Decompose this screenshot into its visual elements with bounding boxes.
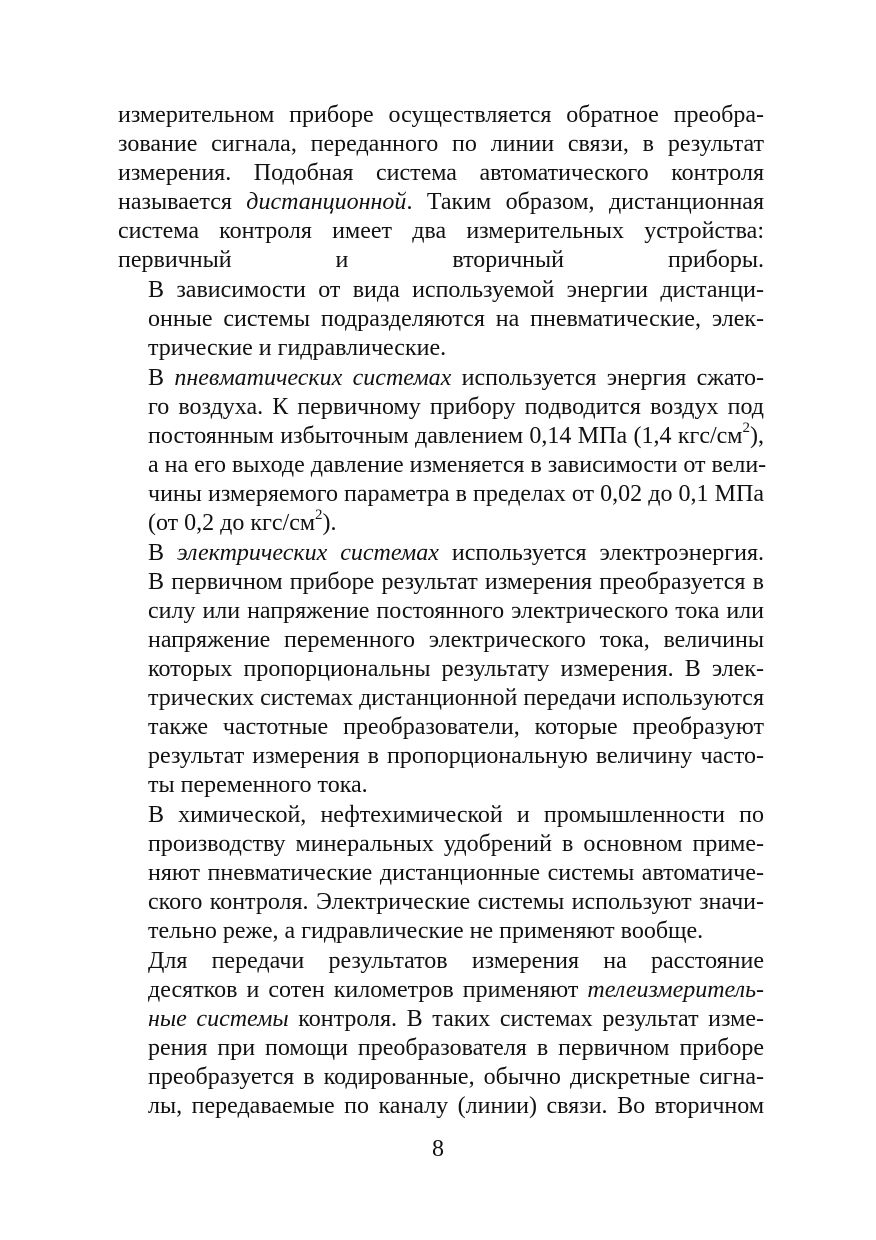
emphasized-term: электрических системах <box>176 540 439 566</box>
page-body <box>118 101 767 1121</box>
page-number: 8 <box>432 1136 444 1162</box>
text-line: силу или напряжение постоянного электрического тока или <box>148 598 764 624</box>
text-line: тельно реже, а гидравлические не применяют вообще. <box>148 918 704 944</box>
text-line: В электрических системах используется электроэнергия. <box>148 540 764 566</box>
text-line: а на его выходе давление изменяется в зависимости от вели- <box>148 452 767 478</box>
text-line: трические и гидравлические. <box>148 335 447 361</box>
text-line: также частотные преобразователи, которые преобразуют <box>148 714 764 740</box>
text-line: В химической, нефтехимической и промышленности по <box>148 802 764 828</box>
text-line: которых пропорциональны результату измерения. В элек- <box>148 656 764 682</box>
emphasized-term: ные системы <box>148 1006 289 1032</box>
emphasized-term: телеизмеритель- <box>587 977 764 1003</box>
paragraph-p6 <box>118 947 764 1121</box>
text-line: В зависимости от вида используемой энергии дистанци- <box>148 277 764 303</box>
paragraph-p5 <box>118 801 764 946</box>
paragraph-p2 <box>118 276 764 363</box>
text-line: ные системы контроля. В таких системах результат изме- <box>148 1006 764 1032</box>
text-line: преобразуется в кодированные, обычно дискретные сигна- <box>148 1064 764 1090</box>
paragraph-p3 <box>118 364 767 538</box>
text-line: ты переменного тока. <box>148 772 368 798</box>
text-line: десятков и сотен километров применяют телеизмеритель- <box>148 977 764 1003</box>
text-line: (от 0,2 до кгс/$см^2$). <box>148 507 337 536</box>
paragraph-p4 <box>118 539 764 800</box>
text-line: ского контроля. Электрические системы используют значи- <box>148 889 764 915</box>
text-line: называется дистанционной. Таким образом, дистанционная <box>118 189 764 215</box>
text-line: го воздуха. К первичному прибору подводится воздух под <box>148 394 764 420</box>
text-line: трических системах дистанционной передачи используются <box>148 685 764 711</box>
text-line: Для передачи результатов измерения на расстояние <box>148 948 764 974</box>
text-line: няют пневматические дистанционные системы автоматиче- <box>148 860 764 886</box>
superscript: 2 <box>315 507 323 523</box>
text-line: постоянным избыточным давлением 0,14 МПа (1,4 кгс/$см^2$), <box>148 420 764 449</box>
text-line: система контроля имеет два измерительных устройства: <box>118 218 764 244</box>
text-line: измерения. Подобная система автоматического контроля <box>118 160 764 186</box>
text-line: первичный и вторичный приборы. <box>118 247 764 273</box>
text-line: В первичном приборе результат измерения преобразуется в <box>148 569 764 595</box>
text-line: онные системы подразделяются на пневматические, элек- <box>148 306 764 332</box>
paragraph-p1 <box>118 101 764 275</box>
text-line: результат измерения в пропорциональную величину часто- <box>148 743 764 769</box>
text-line: чины измеряемого параметра в пределах от 0,02 до 0,1 МПа <box>148 481 764 507</box>
emphasized-term: дистанционной <box>246 189 407 215</box>
text-line: напряжение переменного электрического тока, величины <box>148 627 764 653</box>
text-line: производству минеральных удобрений в основном приме- <box>148 831 764 857</box>
text-line: В пневматических системах используется энергия сжато- <box>148 365 765 391</box>
superscript: 2 <box>742 420 750 436</box>
emphasized-term: пневматических системах <box>174 365 452 391</box>
text-line: измерительном приборе осуществляется обратное преобра- <box>118 102 764 128</box>
text-line: зование сигнала, переданного по линии связи, в результат <box>118 131 764 157</box>
text-line: рения при помощи преобразователя в первичном приборе <box>148 1035 764 1061</box>
text-line: лы, передаваемые по каналу (линии) связи. Во вторичном <box>148 1093 764 1119</box>
